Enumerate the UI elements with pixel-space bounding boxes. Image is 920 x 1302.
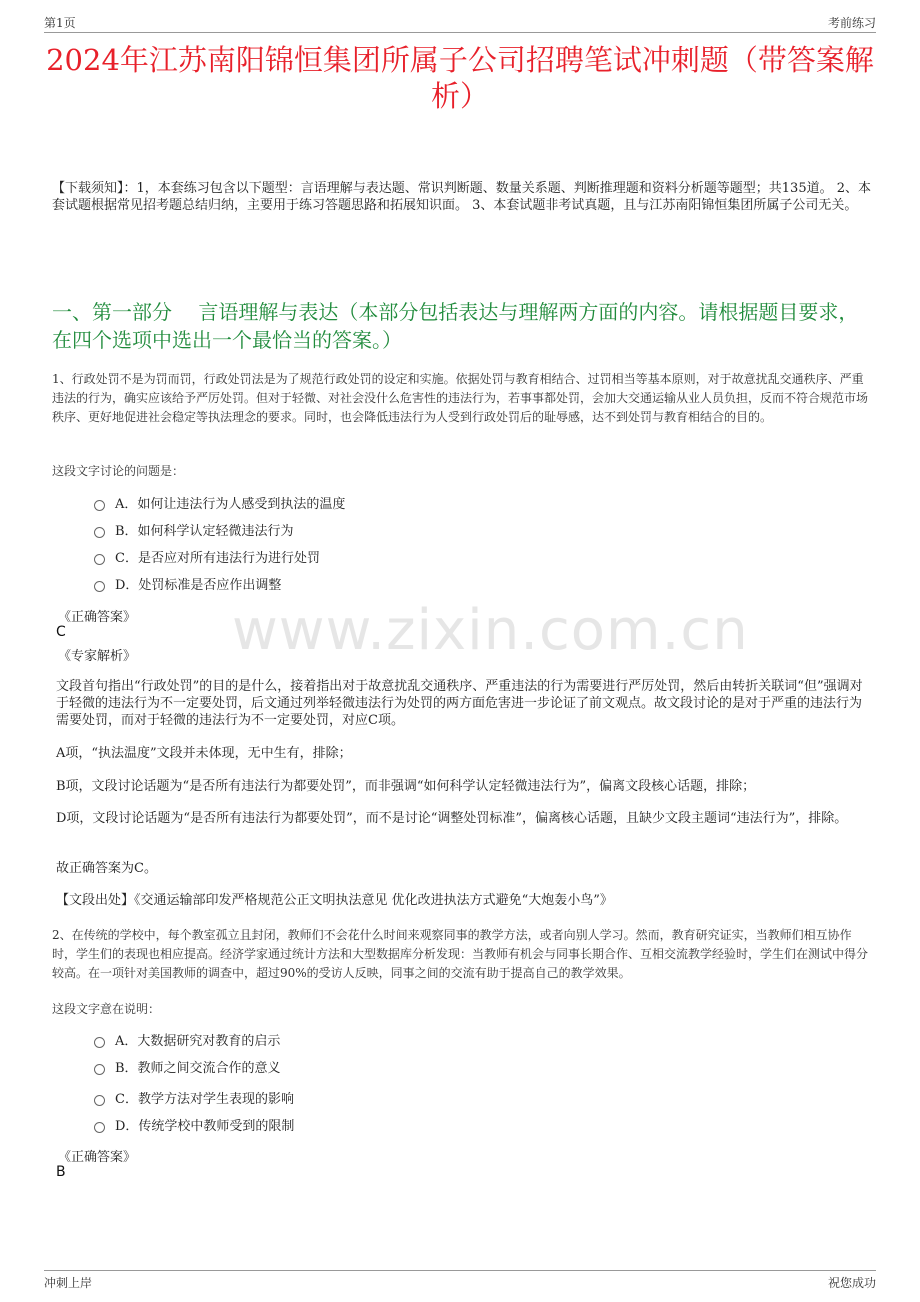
question-1-option-b[interactable]: B．如何科学认定轻微违法行为: [94, 523, 294, 541]
page-header: [44, 14, 876, 33]
question-2-prompt: 这段文字意在说明：: [52, 1002, 161, 1016]
radio-icon[interactable]: [94, 1095, 105, 1106]
question-1-analysis-paragraph: 故正确答案为C。: [56, 861, 157, 876]
question-1-text: 1、行政处罚不是为罚而罚，行政处罚法是为了规范行政处罚的设定和实施。依据处罚与教育相结合、过罚相当等基本原则，对于故意扰乱交通秩序、严重违法的行为，确实应该给予严厉处罚。但对于轻微、对社会没什么危害性的违法行为，若事事都处罚，会加大交通运输从业人员负担，反而不符合规范市场秩序、更好地促进社会稳定等执法理念的要求。同时，也会降低违法行为人受到行政处罚后的耻辱感，达不到处罚与教育相结合的目的。: [52, 372, 869, 424]
question-2-answer-label: 《正确答案》: [58, 1150, 137, 1165]
page-footer: [44, 1270, 876, 1290]
question-2-answer: B: [56, 1164, 66, 1180]
header-label: 考前练习: [827, 16, 876, 30]
radio-icon[interactable]: [94, 500, 105, 511]
question-1-prompt: 这段文字讨论的问题是：: [52, 464, 185, 478]
question-2-option-a[interactable]: A．大数据研究对教育的启示: [94, 1033, 280, 1051]
question-1-analysis-paragraph: D项，文段讨论话题为“是否所有违法行为都要处罚”，而不是讨论“调整处罚标准”，偏离核心话题，且缺少文段主题词“违法行为”，排除。: [56, 811, 848, 826]
section-title: 一、第一部分 言语理解与表达（本部分包括表达与理解两方面的内容。请根据题目要求，在四个选项中选出一个最恰当的答案。）: [52, 300, 859, 352]
question-2-option-d[interactable]: D．传统学校中教师受到的限制: [94, 1118, 294, 1136]
question-1-analysis-paragraph: A项，“执法温度”文段并未体现，无中生有，排除；: [56, 746, 352, 761]
question-1-analysis-label: 《专家解析》: [58, 649, 137, 664]
download-notice: 【下载须知】：1，本套练习包含以下题型：言语理解与表达题、常识判断题、数量关系题、判断推理题和资料分析题等题型；共135道。 2、本套试题根据常见招考题总结归纳，主要用于练习答题思路和拓展知识面。 3、本套试题非考试真题，且与江苏南阳锦恒集团所属子公司无关。: [52, 181, 871, 213]
radio-icon[interactable]: [94, 1122, 105, 1133]
question-1-option-c[interactable]: C．是否应对所有违法行为进行处罚: [94, 550, 320, 568]
footer-right-text: 祝您成功: [827, 1276, 876, 1290]
page-number: 第1页: [44, 16, 76, 30]
question-2-option-c[interactable]: C．教学方法对学生表现的影响: [94, 1091, 294, 1109]
question-2-option-b[interactable]: B．教师之间交流合作的意义: [94, 1060, 281, 1078]
document-title: 2024年江苏南阳锦恒集团所属子公司招聘笔试冲刺题（带答案解析）: [46, 43, 874, 113]
question-1-analysis-paragraph: B项，文段讨论话题为“是否所有违法行为都要处罚”，而非强调“如何科学认定轻微违法行为”，偏离文段核心话题，排除；: [56, 779, 756, 794]
watermark: www.zixin.com.cn: [232, 598, 749, 663]
question-1-answer: C: [56, 624, 66, 640]
radio-icon[interactable]: [94, 1037, 105, 1048]
question-1-source: 【文段出处】《交通运输部印发严格规范公正文明执法意见 优化改进执法方式避免“大炮轰小鸟”》: [56, 893, 613, 908]
question-2-text: 2、在传统的学校中，每个教室孤立且封闭，教师们不会花什么时间来观察同事的教学方法，或者向别人学习。然而，教育研究证实，当教师们相互协作时，学生们的表现也相应提高。经济学家通过统计方法和大型数据库分析发现：当教师有机会与同事长期合作、互相交流教学经验时，学生们在测试中得分较高。在一项针对美国教师的调查中，超过90%的受访人反映，同事之间的交流有助于提高自己的教学效果。: [52, 928, 869, 980]
radio-icon[interactable]: [94, 581, 105, 592]
footer-left-text: 冲刺上岸: [44, 1276, 93, 1290]
question-1-option-d[interactable]: D．处罚标准是否应作出调整: [94, 577, 281, 595]
radio-icon[interactable]: [94, 1064, 105, 1075]
radio-icon[interactable]: [94, 527, 105, 538]
question-1-analysis-paragraph: 文段首句指出“行政处罚”的目的是什么，接着指出对于故意扰乱交通秩序、严重违法的行为需要进行严厉处罚，然后由转折关联词“但”强调对于轻微的违法行为不一定要处罚，后文通过列举轻微违法行为处罚的两方面危害进一步论证了前文观点。故文段讨论的是对于严重的违法行为需要处罚，而对于轻微的违法行为不一定要处罚，对应C项。: [56, 679, 863, 728]
question-1-answer-label: 《正确答案》: [58, 610, 137, 625]
question-1-option-a[interactable]: A．如何让违法行为人感受到执法的温度: [94, 496, 345, 514]
radio-icon[interactable]: [94, 554, 105, 565]
